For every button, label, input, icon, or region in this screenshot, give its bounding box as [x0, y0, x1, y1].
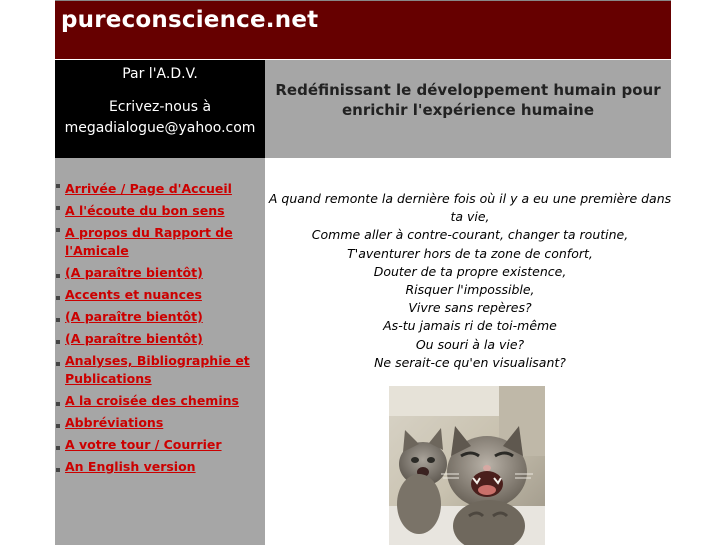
- bullet-icon: [56, 362, 60, 366]
- bullet-icon: [56, 340, 60, 344]
- contact-email: megadialogue@yahoo.com: [64, 120, 256, 136]
- site-title: pureconscience.net: [61, 7, 319, 33]
- nav-link-accents[interactable]: Accents et nuances: [65, 287, 202, 302]
- poem-line: A quand remonte la dernière fois où il y a eu une première dans: [268, 191, 672, 206]
- nav-link-bientot-3[interactable]: (A paraître bientôt): [65, 331, 203, 346]
- nav-item-english: [55, 458, 295, 476]
- nav-item-bon-sens: [55, 202, 295, 220]
- bullet-icon: [56, 228, 60, 232]
- nav-menu: [55, 180, 295, 480]
- nav-item-courrier: [55, 436, 295, 454]
- bullet-icon: [56, 318, 60, 322]
- tagline-box: [265, 60, 671, 158]
- poem-line: Douter de ta propre existence,: [373, 263, 567, 279]
- nav-item-accueil: [55, 180, 295, 198]
- tagline-line-2: enrichir l'expérience humaine: [342, 101, 594, 119]
- nav-link-rapport[interactable]: [65, 225, 233, 258]
- poem-line: Ne serait-ce qu'en visualisant?: [374, 354, 566, 370]
- nav-item-bientot-3: [55, 330, 295, 348]
- nav-link-bon-sens[interactable]: A l'écoute du bon sens: [65, 203, 225, 218]
- site-header: [55, 0, 671, 59]
- nav-item-bientot-2: [55, 308, 295, 326]
- bullet-icon: [56, 274, 60, 278]
- cats-image-icon: [389, 386, 545, 545]
- nav-link-bientot-1[interactable]: (A paraître bientôt): [65, 265, 203, 280]
- nav-link-rapport-line-2: l'Amicale: [65, 243, 129, 258]
- nav-item-bientot-1: [55, 264, 295, 282]
- bullet-icon: [56, 402, 60, 406]
- by-line: Par l'A.D.V.: [122, 66, 198, 82]
- poem-line: T'aventurer hors de ta zone de confort,: [347, 245, 593, 261]
- bullet-icon: [56, 184, 60, 188]
- bullet-icon: [56, 296, 60, 300]
- bullet-icon: [56, 206, 60, 210]
- poem-line: Ou souri à la vie?: [415, 336, 525, 352]
- nav-link-courrier[interactable]: A votre tour / Courrier: [65, 437, 222, 452]
- poem: [265, 190, 675, 372]
- poem-line: ta vie,: [450, 209, 490, 225]
- tagline: [265, 80, 671, 120]
- laughing-cats-photo: [389, 386, 545, 545]
- tagline-line-1: Redéfinissant le développement humain pour: [275, 81, 661, 99]
- write-line: Ecrivez-nous à: [108, 99, 212, 115]
- bullet-icon: [56, 446, 60, 450]
- nav-item-rapport: [55, 224, 295, 260]
- nav-link-rapport-line-1: A propos du Rapport de: [65, 225, 233, 240]
- bullet-icon: [56, 424, 60, 428]
- poem-line: As-tu jamais ri de toi-même: [383, 318, 557, 334]
- bullet-icon: [56, 468, 60, 472]
- nav-link-croisee[interactable]: A la croisée des chemins: [65, 393, 239, 408]
- nav-link-analyses-line-2: Publications: [65, 371, 152, 386]
- poem-line: Risquer l'impossible,: [405, 282, 535, 298]
- nav-link-analyses[interactable]: [65, 353, 250, 386]
- contact-box: [55, 60, 265, 158]
- poem-line: Vivre sans repères?: [408, 300, 532, 316]
- nav-item-analyses: [55, 352, 295, 388]
- nav-link-accueil[interactable]: Arrivée / Page d'Accueil: [65, 181, 232, 196]
- nav-item-croisee: [55, 392, 295, 410]
- nav-link-analyses-line-1: Analyses, Bibliographie et: [65, 353, 250, 368]
- nav-link-english[interactable]: An English version: [65, 459, 196, 474]
- poem-line: Comme aller à contre-courant, changer ta routine,: [311, 227, 629, 243]
- nav-link-abbreviations[interactable]: Abbréviations: [65, 415, 164, 430]
- nav-link-bientot-2[interactable]: (A paraître bientôt): [65, 309, 203, 324]
- nav-item-accents: [55, 286, 295, 304]
- nav-item-abbreviations: [55, 414, 295, 432]
